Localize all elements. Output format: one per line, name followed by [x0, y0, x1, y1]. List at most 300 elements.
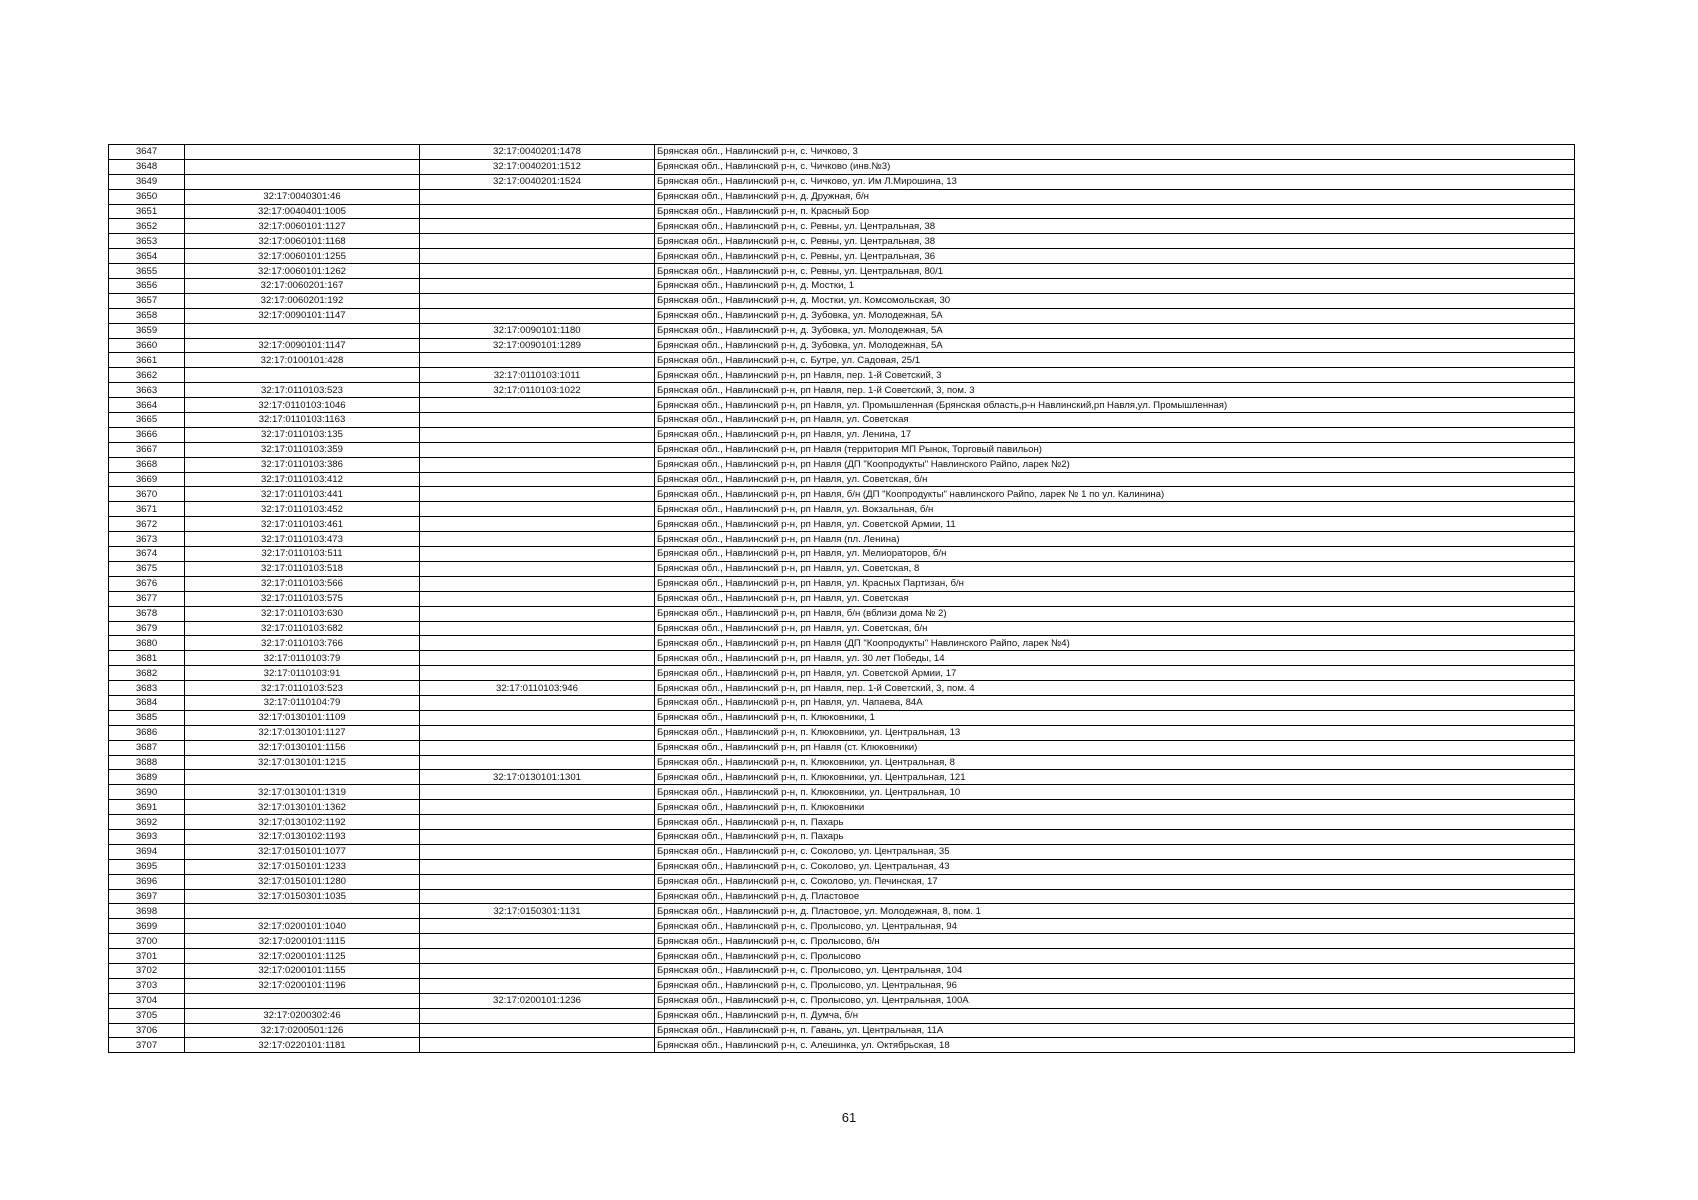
secondary-cadastral-number-cell — [420, 844, 655, 859]
address-cell: Брянская обл., Навлинский р-н, рп Навля, ул. Вокзальная, б/н — [655, 502, 1575, 517]
table-row — [109, 472, 1575, 487]
table-row — [109, 829, 1575, 844]
cadastral-number-cell: 32:17:0130101:1156 — [185, 740, 420, 755]
table-row — [109, 398, 1575, 413]
row-number-cell: 3661 — [109, 353, 185, 368]
address-cell: Брянская обл., Навлинский р-н, рп Навля, пер. 1-й Советский, 3, пом. 4 — [655, 681, 1575, 696]
secondary-cadastral-number-cell — [420, 651, 655, 666]
row-number-cell: 3677 — [109, 591, 185, 606]
cadastral-number-cell: 32:17:0090101:1147 — [185, 338, 420, 353]
row-number-cell: 3650 — [109, 189, 185, 204]
table-row — [109, 651, 1575, 666]
table-row — [109, 368, 1575, 383]
secondary-cadastral-number-cell — [420, 1038, 655, 1053]
address-cell: Брянская обл., Навлинский р-н, с. Ревны, ул. Центральная, 38 — [655, 234, 1575, 249]
table-row — [109, 457, 1575, 472]
address-cell: Брянская обл., Навлинский р-н, рп Навля, ул. Советская, б/н — [655, 472, 1575, 487]
cadastral-number-cell — [185, 904, 420, 919]
row-number-cell: 3682 — [109, 666, 185, 681]
row-number-cell: 3660 — [109, 338, 185, 353]
secondary-cadastral-number-cell — [420, 859, 655, 874]
cadastral-number-cell: 32:17:0060201:192 — [185, 293, 420, 308]
table-row — [109, 249, 1575, 264]
cadastral-number-cell: 32:17:0130101:1127 — [185, 725, 420, 740]
secondary-cadastral-number-cell — [420, 293, 655, 308]
cadastral-number-cell: 32:17:0150101:1077 — [185, 844, 420, 859]
cadastral-number-cell: 32:17:0110103:630 — [185, 606, 420, 621]
address-cell: Брянская обл., Навлинский р-н, рп Навля, ул. Красных Партизан, б/н — [655, 576, 1575, 591]
secondary-cadastral-number-cell: 32:17:0110103:946 — [420, 681, 655, 696]
table-row — [109, 978, 1575, 993]
row-number-cell: 3702 — [109, 963, 185, 978]
table-row — [109, 949, 1575, 964]
row-number-cell: 3705 — [109, 1008, 185, 1023]
cadastral-number-cell: 32:17:0060101:1127 — [185, 219, 420, 234]
secondary-cadastral-number-cell — [420, 710, 655, 725]
row-number-cell: 3675 — [109, 561, 185, 576]
cadastral-number-cell: 32:17:0200101:1155 — [185, 963, 420, 978]
cadastral-number-cell: 32:17:0110103:473 — [185, 532, 420, 547]
secondary-cadastral-number-cell — [420, 636, 655, 651]
row-number-cell: 3694 — [109, 844, 185, 859]
row-number-cell: 3686 — [109, 725, 185, 740]
row-number-cell: 3668 — [109, 457, 185, 472]
table-row — [109, 904, 1575, 919]
row-number-cell: 3700 — [109, 934, 185, 949]
table-row — [109, 323, 1575, 338]
secondary-cadastral-number-cell — [420, 487, 655, 502]
table-row — [109, 725, 1575, 740]
table-row — [109, 1023, 1575, 1038]
address-cell: Брянская обл., Навлинский р-н, рп Навля (пл. Ленина) — [655, 532, 1575, 547]
address-cell: Брянская обл., Навлинский р-н, рп Навля (территория МП Рынок, Торговый павильон) — [655, 442, 1575, 457]
row-number-cell: 3703 — [109, 978, 185, 993]
secondary-cadastral-number-cell — [420, 800, 655, 815]
secondary-cadastral-number-cell — [420, 249, 655, 264]
secondary-cadastral-number-cell: 32:17:0040201:1512 — [420, 159, 655, 174]
address-cell: Брянская обл., Навлинский р-н, рп Навля, ул. Советская, б/н — [655, 621, 1575, 636]
cadastral-number-cell: 32:17:0200101:1040 — [185, 919, 420, 934]
address-cell: Брянская обл., Навлинский р-н, п. Клюковники — [655, 800, 1575, 815]
address-cell: Брянская обл., Навлинский р-н, с. Алешинка, ул. Октябрьская, 18 — [655, 1038, 1575, 1053]
cadastral-number-cell: 32:17:0060101:1262 — [185, 264, 420, 279]
row-number-cell: 3680 — [109, 636, 185, 651]
cadastral-number-cell: 32:17:0060201:167 — [185, 279, 420, 294]
secondary-cadastral-number-cell — [420, 591, 655, 606]
secondary-cadastral-number-cell — [420, 561, 655, 576]
cadastral-number-cell: 32:17:0110103:386 — [185, 457, 420, 472]
cadastral-number-cell: 32:17:0220101:1181 — [185, 1038, 420, 1053]
row-number-cell: 3647 — [109, 145, 185, 160]
row-number-cell: 3707 — [109, 1038, 185, 1053]
cadastral-number-cell: 32:17:0130101:1362 — [185, 800, 420, 815]
cadastral-number-cell: 32:17:0110103:91 — [185, 666, 420, 681]
address-cell: Брянская обл., Навлинский р-н, рп Навля, ул. Советская — [655, 591, 1575, 606]
table-row — [109, 427, 1575, 442]
row-number-cell: 3689 — [109, 770, 185, 785]
secondary-cadastral-number-cell — [420, 949, 655, 964]
cadastral-number-cell: 32:17:0110103:461 — [185, 517, 420, 532]
secondary-cadastral-number-cell — [420, 1023, 655, 1038]
address-cell: Брянская обл., Навлинский р-н, д. Дружная, б/н — [655, 189, 1575, 204]
address-cell: Брянская обл., Навлинский р-н, с. Пролысово, б/н — [655, 934, 1575, 949]
secondary-cadastral-number-cell — [420, 472, 655, 487]
cadastral-number-cell: 32:17:0110103:575 — [185, 591, 420, 606]
row-number-cell: 3687 — [109, 740, 185, 755]
cadastral-number-cell: 32:17:0110103:518 — [185, 561, 420, 576]
address-cell: Брянская обл., Навлинский р-н, рп Навля, ул. Мелиораторов, б/н — [655, 547, 1575, 562]
table-row — [109, 279, 1575, 294]
cadastral-number-cell: 32:17:0150301:1035 — [185, 889, 420, 904]
secondary-cadastral-number-cell — [420, 398, 655, 413]
row-number-cell: 3654 — [109, 249, 185, 264]
table-row — [109, 740, 1575, 755]
table-row — [109, 517, 1575, 532]
secondary-cadastral-number-cell — [420, 978, 655, 993]
table-row — [109, 413, 1575, 428]
table-row — [109, 189, 1575, 204]
secondary-cadastral-number-cell: 32:17:0200101:1236 — [420, 993, 655, 1008]
cadastral-number-cell: 32:17:0040301:46 — [185, 189, 420, 204]
table-row — [109, 889, 1575, 904]
cadastral-number-cell: 32:17:0200101:1125 — [185, 949, 420, 964]
secondary-cadastral-number-cell — [420, 547, 655, 562]
row-number-cell: 3681 — [109, 651, 185, 666]
table-row — [109, 204, 1575, 219]
cadastral-number-cell: 32:17:0110103:1046 — [185, 398, 420, 413]
secondary-cadastral-number-cell — [420, 502, 655, 517]
address-cell: Брянская обл., Навлинский р-н, п. Гавань, ул. Центральная, 11А — [655, 1023, 1575, 1038]
cadastral-number-cell: 32:17:0130101:1319 — [185, 785, 420, 800]
row-number-cell: 3674 — [109, 547, 185, 562]
address-cell: Брянская обл., Навлинский р-н, рп Навля, ул. Ленина, 17 — [655, 427, 1575, 442]
row-number-cell: 3688 — [109, 755, 185, 770]
table-row — [109, 859, 1575, 874]
table-row — [109, 264, 1575, 279]
cadastral-number-cell: 32:17:0130102:1192 — [185, 815, 420, 830]
address-cell: Брянская обл., Навлинский р-н, с. Пролысово — [655, 949, 1575, 964]
table-row — [109, 383, 1575, 398]
table-row — [109, 487, 1575, 502]
row-number-cell: 3669 — [109, 472, 185, 487]
table-row — [109, 695, 1575, 710]
address-cell: Брянская обл., Навлинский р-н, д. Зубовка, ул. Молодежная, 5А — [655, 323, 1575, 338]
row-number-cell: 3704 — [109, 993, 185, 1008]
table-row — [109, 1008, 1575, 1023]
cadastral-number-cell: 32:17:0060101:1255 — [185, 249, 420, 264]
cadastral-number-cell: 32:17:0110103:566 — [185, 576, 420, 591]
row-number-cell: 3676 — [109, 576, 185, 591]
address-cell: Брянская обл., Навлинский р-н, с. Чичково, 3 — [655, 145, 1575, 160]
secondary-cadastral-number-cell — [420, 889, 655, 904]
row-number-cell: 3673 — [109, 532, 185, 547]
secondary-cadastral-number-cell — [420, 829, 655, 844]
cadastral-number-cell: 32:17:0110103:79 — [185, 651, 420, 666]
secondary-cadastral-number-cell: 32:17:0130101:1301 — [420, 770, 655, 785]
table-row — [109, 1038, 1575, 1053]
cadastral-number-cell — [185, 993, 420, 1008]
secondary-cadastral-number-cell — [420, 1008, 655, 1023]
table-row — [109, 561, 1575, 576]
cadastral-number-cell: 32:17:0100101:428 — [185, 353, 420, 368]
cadastral-number-cell: 32:17:0110103:135 — [185, 427, 420, 442]
address-cell: Брянская обл., Навлинский р-н, с. Соколово, ул. Центральная, 43 — [655, 859, 1575, 874]
table-row — [109, 293, 1575, 308]
row-number-cell: 3670 — [109, 487, 185, 502]
row-number-cell: 3662 — [109, 368, 185, 383]
table-row — [109, 770, 1575, 785]
secondary-cadastral-number-cell — [420, 815, 655, 830]
row-number-cell: 3656 — [109, 279, 185, 294]
row-number-cell: 3651 — [109, 204, 185, 219]
secondary-cadastral-number-cell — [420, 666, 655, 681]
row-number-cell: 3684 — [109, 695, 185, 710]
cadastral-number-cell: 32:17:0150101:1233 — [185, 859, 420, 874]
table-row — [109, 800, 1575, 815]
cadastral-number-cell: 32:17:0200302:46 — [185, 1008, 420, 1023]
row-number-cell: 3679 — [109, 621, 185, 636]
row-number-cell: 3648 — [109, 159, 185, 174]
cadastral-number-cell: 32:17:0090101:1147 — [185, 308, 420, 323]
address-cell: Брянская обл., Навлинский р-н, д. Пластовое — [655, 889, 1575, 904]
address-cell: Брянская обл., Навлинский р-н, д. Зубовка, ул. Молодежная, 5А — [655, 338, 1575, 353]
secondary-cadastral-number-cell — [420, 264, 655, 279]
address-cell: Брянская обл., Навлинский р-н, п. Пахарь — [655, 829, 1575, 844]
table-row — [109, 621, 1575, 636]
address-cell: Брянская обл., Навлинский р-н, рп Навля, ул. Советской Армии, 17 — [655, 666, 1575, 681]
cadastral-number-cell: 32:17:0110103:682 — [185, 621, 420, 636]
row-number-cell: 3691 — [109, 800, 185, 815]
cadastral-number-cell: 32:17:0040401:1005 — [185, 204, 420, 219]
row-number-cell: 3672 — [109, 517, 185, 532]
address-cell: Брянская обл., Навлинский р-н, с. Ревны, ул. Центральная, 38 — [655, 219, 1575, 234]
cadastral-number-cell — [185, 159, 420, 174]
address-cell: Брянская обл., Навлинский р-н, д. Зубовка, ул. Молодежная, 5А — [655, 308, 1575, 323]
cadastral-number-cell: 32:17:0110104:79 — [185, 695, 420, 710]
row-number-cell: 3695 — [109, 859, 185, 874]
address-cell: Брянская обл., Навлинский р-н, рп Навля (ст. Клюковники) — [655, 740, 1575, 755]
cadastral-number-cell: 32:17:0110103:412 — [185, 472, 420, 487]
row-number-cell: 3701 — [109, 949, 185, 964]
address-cell: Брянская обл., Навлинский р-н, д. Мостки, 1 — [655, 279, 1575, 294]
address-cell: Брянская обл., Навлинский р-н, п. Клюковники, ул. Центральная, 8 — [655, 755, 1575, 770]
secondary-cadastral-number-cell — [420, 725, 655, 740]
row-number-cell: 3664 — [109, 398, 185, 413]
table-row — [109, 993, 1575, 1008]
address-cell: Брянская обл., Навлинский р-н, с. Пролысово, ул. Центральная, 96 — [655, 978, 1575, 993]
secondary-cadastral-number-cell — [420, 621, 655, 636]
secondary-cadastral-number-cell — [420, 532, 655, 547]
secondary-cadastral-number-cell — [420, 576, 655, 591]
row-number-cell: 3667 — [109, 442, 185, 457]
page-number: 61 — [841, 1110, 857, 1125]
address-cell: Брянская обл., Навлинский р-н, п. Думча, б/н — [655, 1008, 1575, 1023]
cadastral-number-cell: 32:17:0110103:359 — [185, 442, 420, 457]
address-cell: Брянская обл., Навлинский р-н, п. Красный Бор — [655, 204, 1575, 219]
cadastral-number-cell — [185, 770, 420, 785]
secondary-cadastral-number-cell: 32:17:0110103:1022 — [420, 383, 655, 398]
row-number-cell: 3693 — [109, 829, 185, 844]
cadastral-number-cell: 32:17:0200101:1196 — [185, 978, 420, 993]
secondary-cadastral-number-cell — [420, 442, 655, 457]
secondary-cadastral-number-cell — [420, 413, 655, 428]
table-row — [109, 159, 1575, 174]
secondary-cadastral-number-cell: 32:17:0090101:1289 — [420, 338, 655, 353]
secondary-cadastral-number-cell — [420, 219, 655, 234]
address-cell: Брянская обл., Навлинский р-н, д. Пластовое, ул. Молодежная, 8, пом. 1 — [655, 904, 1575, 919]
address-cell: Брянская обл., Навлинский р-н, с. Соколово, ул. Печинская, 17 — [655, 874, 1575, 889]
table-row — [109, 844, 1575, 859]
cadastral-number-cell — [185, 368, 420, 383]
table-row — [109, 963, 1575, 978]
table-row — [109, 338, 1575, 353]
address-cell: Брянская обл., Навлинский р-н, с. Пролысово, ул. Центральная, 94 — [655, 919, 1575, 934]
secondary-cadastral-number-cell — [420, 427, 655, 442]
table-row — [109, 502, 1575, 517]
registry-table-body — [109, 145, 1575, 1053]
address-cell: Брянская обл., Навлинский р-н, рп Навля, ул. Промышленная (Брянская область,р-н Навлинский,рп Навля,ул. Промышленная) — [655, 398, 1575, 413]
cadastral-number-cell: 32:17:0110103:1163 — [185, 413, 420, 428]
address-cell: Брянская обл., Навлинский р-н, с. Ревны, ул. Центральная, 80/1 — [655, 264, 1575, 279]
secondary-cadastral-number-cell — [420, 308, 655, 323]
cadastral-number-cell: 32:17:0200501:126 — [185, 1023, 420, 1038]
secondary-cadastral-number-cell: 32:17:0090101:1180 — [420, 323, 655, 338]
table-row — [109, 547, 1575, 562]
row-number-cell: 3699 — [109, 919, 185, 934]
row-number-cell: 3665 — [109, 413, 185, 428]
table-row — [109, 710, 1575, 725]
table-row — [109, 442, 1575, 457]
table-row — [109, 934, 1575, 949]
secondary-cadastral-number-cell — [420, 785, 655, 800]
address-cell: Брянская обл., Навлинский р-н, рп Навля, ул. Чапаева, 84А — [655, 695, 1575, 710]
row-number-cell: 3666 — [109, 427, 185, 442]
cadastral-number-cell — [185, 145, 420, 160]
row-number-cell: 3706 — [109, 1023, 185, 1038]
secondary-cadastral-number-cell — [420, 874, 655, 889]
secondary-cadastral-number-cell — [420, 189, 655, 204]
row-number-cell: 3649 — [109, 174, 185, 189]
cadastral-number-cell — [185, 323, 420, 338]
table-row — [109, 666, 1575, 681]
address-cell: Брянская обл., Навлинский р-н, с. Соколово, ул. Центральная, 35 — [655, 844, 1575, 859]
row-number-cell: 3692 — [109, 815, 185, 830]
address-cell: Брянская обл., Навлинский р-н, с. Пролысово, ул. Центральная, 104 — [655, 963, 1575, 978]
row-number-cell: 3653 — [109, 234, 185, 249]
row-number-cell: 3683 — [109, 681, 185, 696]
address-cell: Брянская обл., Навлинский р-н, с. Бутре, ул. Садовая, 25/1 — [655, 353, 1575, 368]
secondary-cadastral-number-cell — [420, 919, 655, 934]
table-row — [109, 755, 1575, 770]
secondary-cadastral-number-cell — [420, 740, 655, 755]
table-row — [109, 308, 1575, 323]
secondary-cadastral-number-cell — [420, 755, 655, 770]
table-row — [109, 353, 1575, 368]
cadastral-number-cell: 32:17:0110103:441 — [185, 487, 420, 502]
address-cell: Брянская обл., Навлинский р-н, рп Навля, ул. Советская, 8 — [655, 561, 1575, 576]
cadastral-number-cell: 32:17:0130102:1193 — [185, 829, 420, 844]
address-cell: Брянская обл., Навлинский р-н, п. Клюковники, 1 — [655, 710, 1575, 725]
row-number-cell: 3657 — [109, 293, 185, 308]
row-number-cell: 3663 — [109, 383, 185, 398]
address-cell: Брянская обл., Навлинский р-н, с. Чичково, ул. Им Л.Мирошина, 13 — [655, 174, 1575, 189]
row-number-cell: 3696 — [109, 874, 185, 889]
table-row — [109, 606, 1575, 621]
address-cell: Брянская обл., Навлинский р-н, п. Клюковники, ул. Центральная, 10 — [655, 785, 1575, 800]
row-number-cell: 3678 — [109, 606, 185, 621]
cadastral-number-cell: 32:17:0110103:523 — [185, 681, 420, 696]
cadastral-number-cell: 32:17:0130101:1215 — [185, 755, 420, 770]
secondary-cadastral-number-cell — [420, 963, 655, 978]
row-number-cell: 3655 — [109, 264, 185, 279]
secondary-cadastral-number-cell — [420, 457, 655, 472]
secondary-cadastral-number-cell — [420, 695, 655, 710]
address-cell: Брянская обл., Навлинский р-н, рп Навля, ул. 30 лет Победы, 14 — [655, 651, 1575, 666]
address-cell: Брянская обл., Навлинский р-н, п. Клюковники, ул. Центральная, 121 — [655, 770, 1575, 785]
table-row — [109, 532, 1575, 547]
address-cell: Брянская обл., Навлинский р-н, рп Навля, б/н (ДП "Коопродукты" навлинского Райпо, ларек № 1 по ул. Калинина) — [655, 487, 1575, 502]
cadastral-number-cell: 32:17:0110103:523 — [185, 383, 420, 398]
address-cell: Брянская обл., Навлинский р-н, с. Пролысово, ул. Центральная, 100А — [655, 993, 1575, 1008]
table-row — [109, 636, 1575, 651]
table-row — [109, 815, 1575, 830]
cadastral-number-cell: 32:17:0110103:766 — [185, 636, 420, 651]
cadastral-number-cell: 32:17:0110103:452 — [185, 502, 420, 517]
secondary-cadastral-number-cell: 32:17:0150301:1131 — [420, 904, 655, 919]
secondary-cadastral-number-cell: 32:17:0040201:1478 — [420, 145, 655, 160]
secondary-cadastral-number-cell — [420, 353, 655, 368]
table-row — [109, 874, 1575, 889]
table-row — [109, 785, 1575, 800]
secondary-cadastral-number-cell — [420, 606, 655, 621]
row-number-cell: 3671 — [109, 502, 185, 517]
address-cell: Брянская обл., Навлинский р-н, рп Навля (ДП "Коопродукты" Навлинского Райпо, ларек №2) — [655, 457, 1575, 472]
row-number-cell: 3652 — [109, 219, 185, 234]
address-cell: Брянская обл., Навлинский р-н, рп Навля, пер. 1-й Советский, 3, пом. 3 — [655, 383, 1575, 398]
address-cell: Брянская обл., Навлинский р-н, рп Навля (ДП "Коопродукты" Навлинского Райпо, ларек №4) — [655, 636, 1575, 651]
address-cell: Брянская обл., Навлинский р-н, рп Навля, ул. Советской Армии, 11 — [655, 517, 1575, 532]
address-cell: Брянская обл., Навлинский р-н, рп Навля, ул. Советская — [655, 413, 1575, 428]
cadastral-number-cell — [185, 174, 420, 189]
address-cell: Брянская обл., Навлинский р-н, д. Мостки, ул. Комсомольская, 30 — [655, 293, 1575, 308]
table-row — [109, 576, 1575, 591]
secondary-cadastral-number-cell — [420, 517, 655, 532]
row-number-cell: 3690 — [109, 785, 185, 800]
table-row — [109, 919, 1575, 934]
secondary-cadastral-number-cell — [420, 279, 655, 294]
table-row — [109, 234, 1575, 249]
secondary-cadastral-number-cell — [420, 204, 655, 219]
row-number-cell: 3658 — [109, 308, 185, 323]
secondary-cadastral-number-cell — [420, 234, 655, 249]
row-number-cell: 3698 — [109, 904, 185, 919]
secondary-cadastral-number-cell: 32:17:0110103:1011 — [420, 368, 655, 383]
cadastral-number-cell: 32:17:0110103:511 — [185, 547, 420, 562]
table-row — [109, 174, 1575, 189]
address-cell: Брянская обл., Навлинский р-н, с. Ревны, ул. Центральная, 36 — [655, 249, 1575, 264]
address-cell: Брянская обл., Навлинский р-н, с. Чичково (инв.№3) — [655, 159, 1575, 174]
table-row — [109, 145, 1575, 160]
row-number-cell: 3685 — [109, 710, 185, 725]
row-number-cell: 3697 — [109, 889, 185, 904]
address-cell: Брянская обл., Навлинский р-н, п. Пахарь — [655, 815, 1575, 830]
cadastral-number-cell: 32:17:0130101:1109 — [185, 710, 420, 725]
row-number-cell: 3659 — [109, 323, 185, 338]
property-registry-table — [108, 144, 1575, 1053]
address-cell: Брянская обл., Навлинский р-н, рп Навля, б/н (вблизи дома № 2) — [655, 606, 1575, 621]
secondary-cadastral-number-cell: 32:17:0040201:1524 — [420, 174, 655, 189]
cadastral-number-cell: 32:17:0200101:1115 — [185, 934, 420, 949]
